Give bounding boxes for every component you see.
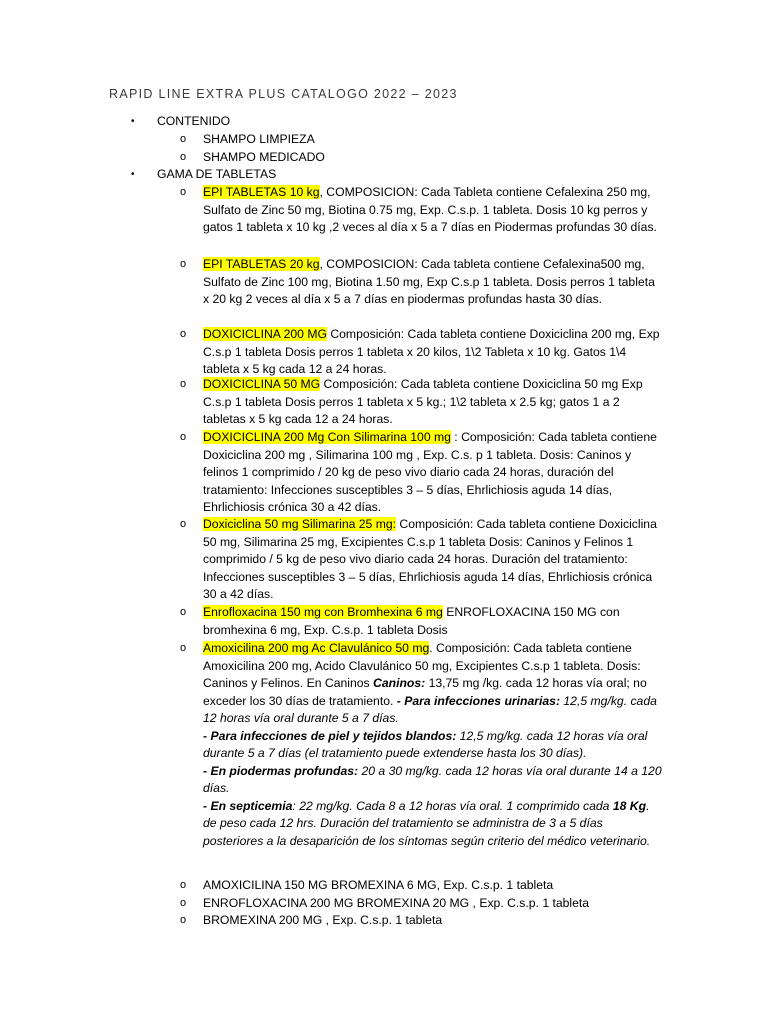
septicemia-duration: . de peso cada 12 hrs. Duración del tratamiento se administra de 3 a 5 días posteriores a la desaparición de los síntomas según criterio del médico veterinario. <box>203 798 651 848</box>
tabletas-label: GAMA DE TABLETAS <box>157 167 277 181</box>
product-description <box>203 326 663 379</box>
product-description <box>203 516 663 604</box>
sub-bullet: o <box>180 642 187 654</box>
urinarias-label: - Para infecciones urinarias: <box>396 693 561 708</box>
caninos-label: Caninos: <box>373 676 426 690</box>
sub-bullet: o <box>180 879 187 891</box>
septicemia-dose: : 22 mg/kg. Cada 8 a 12 horas vía oral. 1 comprimido cada <box>292 798 613 813</box>
sub-bullet: o <box>180 431 187 443</box>
product-description <box>203 184 663 237</box>
bullet: • <box>131 169 135 180</box>
sub-bullet: o <box>180 328 187 340</box>
product-details: Composición: Cada tableta contiene Doxiciclina 50 mg Exp C.s.p 1 tableta Dosis perros 1 tableta x 5 kg.; 1\2 tableta x 2.5 kg; gatos 1 a 2 tabletas x 5 kg cada 12 a 24 horas. <box>203 377 643 426</box>
product-name-highlight: Doxiciclina 50 mg Silimarina 25 mg: <box>203 517 397 531</box>
product-description <box>203 256 663 309</box>
product-details: . Composición: Cada tableta contiene Amoxicilina 200 mg, Acido Clavulánico 50 mg, Excipientes C.s.p 1 tableta. Dosis: Caninos y Felinos. En Caninos <box>203 641 641 690</box>
sub-bullet: o <box>180 518 187 530</box>
product-details: : Composición: Cada tableta contiene Doxiciclina 200 mg , Silimarina 100 mg , Exp. C.s. p 1 tableta. Dosis: Caninos y felinos 1 comprimido / 20 kg de peso vivo diario cada 24 horas, duración del tratamiento: Infecciones susceptibles 3 – 5 días, Ehrlichiosis aguda 14 días, Ehrlichiosis crónica 30 a 42 días. <box>203 430 657 514</box>
item-text: ENROFLOXACINA 200 MG BROMEXINA 20 MG , Exp. C.s.p. 1 tableta <box>203 896 590 910</box>
product-name-highlight: Amoxicilina 200 mg Ac Clavulánico 50 mg <box>203 641 430 655</box>
caninos-dose: 13,75 mg /kg. cada 12 horas vía oral; no exceder los 30 días de tratamiento. <box>203 676 647 708</box>
sub-bullet: o <box>180 258 187 270</box>
item-text: SHAMPO MEDICADO <box>203 150 325 164</box>
piodermas-label: - En piodermas profundas: <box>203 763 359 778</box>
product-details: ENROFLOXACINA 150 MG con bromhexina 6 mg, Exp. C.s.p. 1 tableta Dosis <box>203 605 620 637</box>
product-details: Composición: Cada tableta contiene Doxiciclina 200 mg, Exp C.s.p 1 tableta Dosis perros 1 tableta x 20 kilos, 1\2 Tableta x 10 kg. Gatos 1\4 tableta x 5 kg cada 12 a 24 horas. <box>203 327 660 376</box>
septicemia-weight: 18 Kg <box>612 798 647 813</box>
sub-bullet: o <box>180 897 187 909</box>
product-name-highlight: DOXICICLINA 50 MG <box>203 377 321 391</box>
product-description <box>203 604 663 639</box>
sub-bullet: o <box>180 133 187 145</box>
product-description <box>203 640 663 850</box>
product-details: , COMPOSICION: Cada tableta contiene Cefalexina500 mg, Sulfato de Zinc 100 mg, Biotina 1.50 mg, Exp C.s.p 1 tableta. Dosis perros 1 tableta x 20 kg 2 veces al día x 5 a 7 días en piodermas profundas hasta 30 días. <box>203 257 655 306</box>
product-name-highlight: EPI TABLETAS 20 kg <box>203 257 320 271</box>
bullet: • <box>131 116 135 127</box>
sub-bullet: o <box>180 606 187 618</box>
catalog-title: RAPID LINE EXTRA PLUS CATALOGO 2022 – 2023 <box>109 87 458 101</box>
sub-bullet: o <box>180 914 187 926</box>
sub-bullet: o <box>180 186 187 198</box>
sub-bullet: o <box>180 151 187 163</box>
piel-dose: 12,5 mg/kg. cada 12 horas vía oral durante 5 a 7 días (el tratamiento puede extenderse hasta los 30 días). <box>203 728 648 760</box>
item-text: AMOXICILINA 150 MG BROMEXINA 6 MG, Exp. C.s.p. 1 tableta <box>203 878 554 892</box>
product-name-highlight: DOXICICLINA 200 MG <box>203 327 327 341</box>
piodermas-dose: 20 a 30 mg/kg. cada 12 horas vía oral durante 14 a 120 días. <box>203 763 662 795</box>
product-details: , COMPOSICION: Cada Tableta contiene Cefalexina 250 mg, Sulfato de Zinc 50 mg, Biotina 0.75 mg, Exp. C.s.p. 1 tableta. Dosis 10 kg perros y gatos 1 tableta x 10 kg ,2 veces al día x 5 a 7 días en Piodermas profundas 30 días. <box>203 185 657 234</box>
contenido-label: CONTENIDO <box>157 114 231 128</box>
product-details: Composición: Cada tableta contiene Doxiciclina 50 mg, Silimarina 25 mg, Excipientes C.s.p 1 tableta Dosis: Caninos y Felinos 1 comprimido / 5 kg de peso vivo diario cada 24 horas. Duración del tratamiento: Infecciones susceptibles 3 – 5 días, Ehrlichiosis aguda 14 días, Ehrlichiosis crónica 30 a 42 días. <box>203 517 657 601</box>
product-name-highlight: Enrofloxacina 150 mg con Bromhexina 6 mg <box>203 605 443 619</box>
septicemia-label: - En septicemia <box>203 798 293 813</box>
sub-bullet: o <box>180 378 187 390</box>
item-text: BROMEXINA 200 MG , Exp. C.s.p. 1 tableta <box>203 913 443 927</box>
urinarias-dose: 12,5 mg/kg. cada 12 horas vía oral durante 5 a 7 días. <box>203 693 657 725</box>
item-text: SHAMPO LIMPIEZA <box>203 132 315 146</box>
product-name-highlight: DOXICICLINA 200 Mg Con Silimarina 100 mg <box>203 430 451 444</box>
product-name-highlight: EPI TABLETAS 10 kg <box>203 185 320 199</box>
product-description <box>203 376 663 429</box>
product-description <box>203 429 663 517</box>
piel-label: - Para infecciones de piel y tejidos blandos: <box>203 728 457 743</box>
